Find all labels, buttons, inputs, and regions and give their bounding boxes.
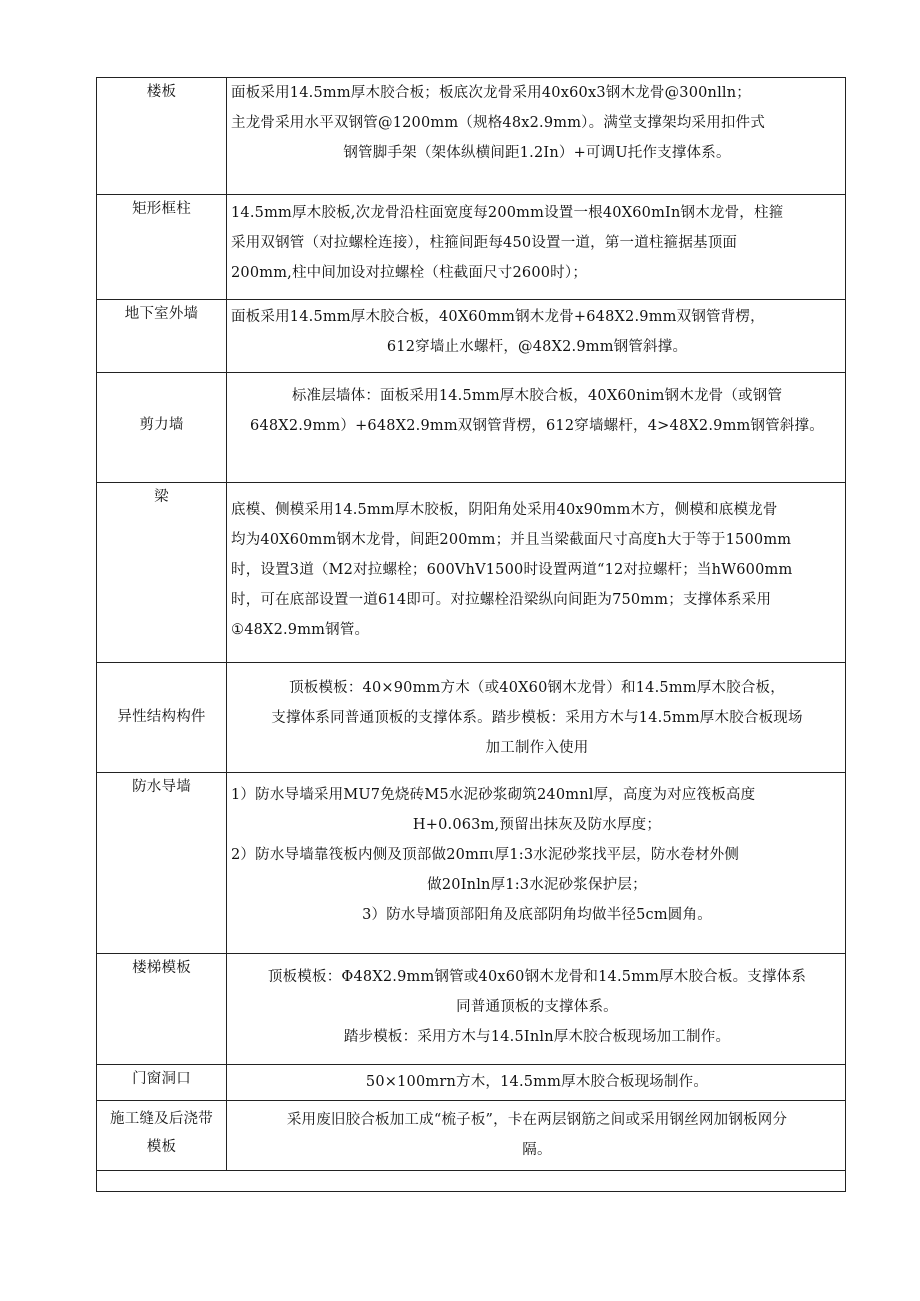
row-label: 楼梯模板	[132, 960, 191, 976]
content-line: 做20Inln厚1:3水泥砂浆保护层；	[427, 877, 647, 893]
content-line: 时，可在底部设置一道614即可。对拉螺栓沿梁纵向间距为750mm；支撑体系采用	[231, 592, 772, 608]
content-line: 面板采用14.5mm厚木胶合板，40X60mm钢木龙骨+648X2.9mm双钢管背楞，	[231, 309, 765, 325]
row-content-cell	[227, 773, 846, 954]
row-label: 梁	[154, 489, 169, 505]
row-label-cell	[97, 78, 227, 195]
row-content-cell	[227, 954, 846, 1065]
row-label-cell	[97, 1101, 227, 1171]
content-line: 底模、侧模采用14.5mm厚木胶板，阴阳角处采用40x90mm木方，侧模和底模龙骨	[231, 502, 778, 518]
content-line: 加工制作入使用	[485, 740, 589, 756]
content-line: ①48X2.9mm钢管。	[231, 622, 370, 638]
row-label: 矩形框柱	[132, 201, 191, 217]
row-label: 地下室外墙	[124, 306, 199, 322]
content-line: 200mm,柱中间加设对拉螺栓（柱截面尺寸2600时）；	[231, 265, 588, 281]
table-row	[97, 373, 846, 483]
content-line: 采用废旧胶合板加工成“梳子板”，卡在两层钢筋之间或采用钢丝网加钢板网分	[286, 1112, 788, 1128]
content-line: H+0.063m,预留出抹灰及防水厚度；	[412, 817, 662, 833]
table-row	[97, 1101, 846, 1171]
formwork-spec-table	[96, 77, 846, 1192]
row-label-cell	[97, 483, 227, 663]
row-label-cell	[97, 373, 227, 483]
content-line: 隔。	[522, 1142, 552, 1158]
table-row	[97, 78, 846, 195]
content-line: 14.5mm厚木胶板,次龙骨沿柱面宽度每200mm设置一根40X60mIn钢木龙骨，柱箍	[231, 205, 784, 221]
content-line: 采用双钢管（对拉螺栓连接），柱箍间距每450设置一道，第一道柱箍据基顶面	[231, 235, 738, 251]
content-line: 面板采用14.5mm厚木胶合板；板底次龙骨采用40x60x3钢木龙骨@300nlln；	[231, 85, 751, 101]
content-line: 50×100mrn方木，14.5mm厚木胶合板现场制作。	[365, 1074, 709, 1090]
row-content-cell	[227, 1065, 846, 1101]
row-label-cell	[97, 1065, 227, 1101]
table-row	[97, 954, 846, 1065]
content-line: 均为40X60mm钢木龙骨，间距200mm；并且当梁截面尺寸高度h大于等于1500mm	[231, 532, 792, 548]
row-label: 模板	[146, 1139, 177, 1155]
row-content-cell	[227, 483, 846, 663]
table-row	[97, 1065, 846, 1101]
content-line: 3）防水导墙顶部阳角及底部阴角均做半径5cm圆角。	[362, 907, 712, 923]
content-line: 踏步模板：采用方木与14.5Inln厚木胶合板现场加工制作。	[343, 1029, 731, 1045]
row-label-cell	[97, 954, 227, 1065]
row-content-cell	[227, 78, 846, 195]
row-label: 防水导墙	[132, 779, 191, 795]
row-label: 异性结构构件	[117, 709, 206, 725]
content-line: 钢管脚手架（架体纵横间距1.2In）+可调U托作支撑体系。	[343, 145, 731, 161]
table-row-empty	[97, 1171, 846, 1192]
row-label: 楼板	[146, 84, 177, 100]
empty-cell	[97, 1171, 846, 1192]
content-line: 顶板模板：40×90mm方木（或40X60钢木龙骨）和14.5mm厚木胶合板，	[289, 680, 785, 696]
row-label: 剪力墙	[139, 417, 184, 433]
row-label-cell	[97, 663, 227, 773]
table-row	[97, 195, 846, 300]
content-line: 同普通顶板的支撑体系。	[456, 999, 618, 1015]
content-line: 主龙骨采用水平双钢管@1200mm（规格48x2.9mm）。满堂支撑架均采用扣件式	[231, 115, 766, 131]
content-line: 顶板模板：Φ48X2.9mm钢管或40x60钢木龙骨和14.5mm厚木胶合板。支撑体系	[267, 969, 807, 985]
table-row	[97, 663, 846, 773]
content-line: 612穿墙止水螺杆，@48X2.9mm钢管斜撑。	[386, 339, 688, 355]
content-line: 支撑体系同普通顶板的支撑体系。踏步模板：采用方木与14.5mm厚木胶合板现场	[271, 710, 803, 726]
content-line: 标准层墙体：面板采用14.5mm厚木胶合板，40X60nim钢木龙骨（或钢管	[291, 388, 783, 404]
row-content-cell	[227, 195, 846, 300]
row-label-cell	[97, 195, 227, 300]
table-row	[97, 483, 846, 663]
row-label-cell	[97, 773, 227, 954]
row-label: 施工缝及后浇带	[110, 1111, 213, 1127]
content-line: 648X2.9mm）+648X2.9mm双钢管背楞，612穿墙螺杆，4>48X2.9mm钢管斜撑。	[250, 418, 824, 434]
row-label-cell	[97, 300, 227, 373]
row-content-cell	[227, 1101, 846, 1171]
row-label: 门窗洞口	[132, 1071, 191, 1087]
row-content-cell	[227, 300, 846, 373]
content-line: 时，设置3道（M2对拉螺栓；600VhV1500时设置两道“12对拉螺杆；当hW600mm	[231, 562, 793, 578]
content-line: 2）防水导墙靠筏板内侧及顶部做20mπι厚1:3水泥砂浆找平层，防水卷材外侧	[231, 847, 740, 863]
content-line: 1）防水导墙采用MU7免烧砖M5水泥砂浆砌筑240mnl厚，高度为对应筏板高度	[231, 787, 756, 803]
row-content-cell	[227, 373, 846, 483]
row-content-cell	[227, 663, 846, 773]
table-row	[97, 300, 846, 373]
table-row	[97, 773, 846, 954]
